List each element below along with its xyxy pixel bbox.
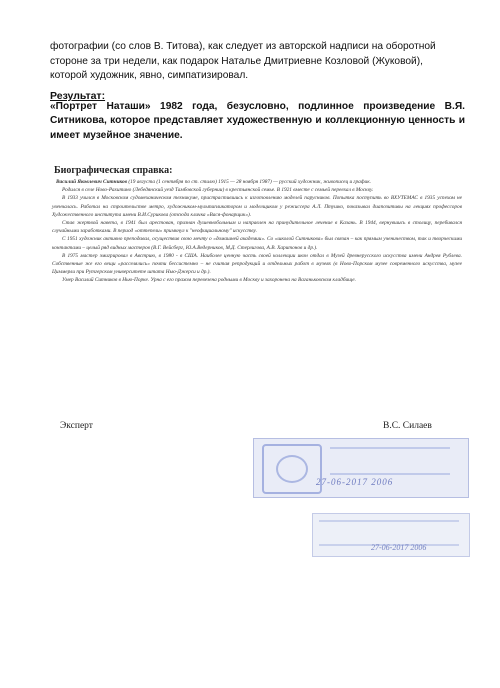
- stamp-text-lines: [330, 447, 450, 475]
- bio-paragraph-1-rest: (19 августа (1 сентября по ст. стилю) 1915 — 28 ноября 1987) — русский художник, живописец и график.: [127, 179, 371, 185]
- bio-paragraph-7: Умер Василий Ситников в Нью-Порке. Урна с его прахом перевезена родными в Москву и захоронена на Ваганьковском кладбище.: [62, 277, 356, 284]
- bio-paragraph-4: Став жертвой навета, в 1941 был арестован, признан душевнобольным и направлен на принудительное лечение в Казань. В 1944, вернувшись в столицу, перебивался случайными заработками. В период «оттепели» примкнул к "неофициальному" искусству.: [52, 220, 462, 235]
- intro-paragraph: фотографии (со слов В. Титова), как следует из авторской надписи на оборотной стороне за три недели, как подарок Наталье Дмитриевне Козловой (Жуковой), которой художник, явно, симпатизировал.: [50, 41, 436, 82]
- bio-paragraph-6: В 1975 мастер эмигрировал в Австрию, в 1980 - в США. Наиболее ценную часть своей коллекции икон отдал в Музей древнерусского искусства имени Андрея Рублева. Собственные же его вещи «расселялись» почти бессистемно – не считая репродукций и отдельных работ в музеях (в Ново-Порском музее современного искусства, музее Циммерли при Рутгерском университете штата Нью-Джерси и др.).: [52, 252, 462, 276]
- expert-label: Эксперт: [60, 421, 93, 431]
- bio-paragraph-3: В 1933 учился в Московском судомеханическом техникуме, пристрастившись к изготовлению моделей парусников. Попытка поступить во ВХУТЕМАС в 1935 успехом не увенчалась. Работал на строительстве метро, художником-мультипликатором и моделщиком у режиссера А.Л. Птушко, показывал диапозитивы на лекциях профессоров Художественного института имени В.И.Сурикова (отсюда кличка «Вася-фонарщик»).: [52, 195, 462, 218]
- result-heading: Результат:: [50, 90, 106, 102]
- biography-heading: Биографическая справка:: [54, 165, 173, 176]
- bio-paragraph-2: Родился в селе Ново-Рахитино (Лебедянский уезд Тамбовской губернии) в крестьянской семье. В 1921 вместе с семьей переехал в Москву.: [62, 187, 374, 194]
- bio-paragraph-5: С 1951 художник активно преподавал, осуществив свою мечту о «домашней академии». Со «школой Ситникова» был связан – как прямым ученичеством, так и творческими контактами – целый ряд видных мастеров (В.Г. Вейсберг, Ю.А.Ведерников, М.Д. Стерлигова, А.В. Харитонов и др.).: [52, 236, 462, 251]
- bio-paragraph-1: [52, 178, 462, 186]
- stamp-logo-icon: [262, 444, 322, 494]
- result-conclusion: «Портрет Наташи» 1982 года, безусловно, подлинное произведение В.Я. Ситникова, которое представляет художественную и коллекционную ценность и имеет музейное значение.: [50, 101, 465, 141]
- stamp-handwritten-date: 27-06-2017 2006: [316, 477, 394, 487]
- official-stamp: [253, 438, 469, 498]
- expert-name: В.С. Силаев: [383, 421, 432, 431]
- biography-text: [52, 178, 462, 285]
- artist-name: Василий Яковлевич Ситников: [56, 179, 128, 185]
- secondary-stamp: [312, 513, 470, 557]
- secondary-stamp-handwritten-date: 27-06-2017 2006: [371, 543, 427, 552]
